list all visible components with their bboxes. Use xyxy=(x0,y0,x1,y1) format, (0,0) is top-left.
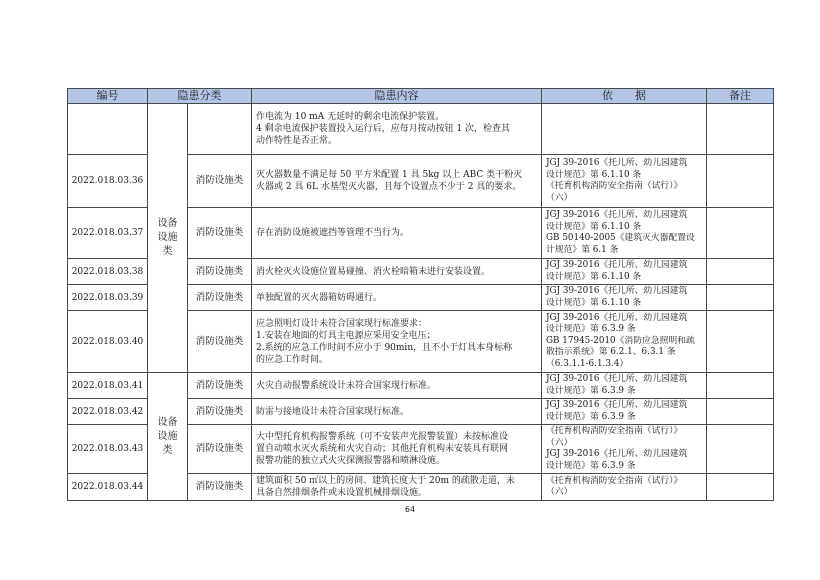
note-cell xyxy=(707,208,774,259)
text-line: 单独配置的灭火器箱妨碍通行。 xyxy=(256,292,383,303)
sub-category: 消防设施类 xyxy=(188,425,252,474)
basis-reference xyxy=(542,104,707,155)
basis-reference xyxy=(542,425,707,474)
text-line: 动作特性是否正常。 xyxy=(256,136,338,146)
category-main: 设备 设施 类 xyxy=(148,104,188,373)
text-line: （6.3.1.1-6.1.3.4） xyxy=(546,358,629,369)
row-id: 2022.018.03.42 xyxy=(68,399,148,425)
text-line: 置自动喷水灭火系统和火灾自动；其他托育机构未安装具有联网 xyxy=(256,444,509,454)
row-id: 2022.018.03.40 xyxy=(68,311,148,373)
row-id: 2022.018.03.39 xyxy=(68,285,148,311)
category-main: 设备 设施 类 xyxy=(148,373,188,501)
text-line: 灭火器数量不满足每 50 平方米配置 1 具 5kg 以上 ABC 类干粉灭 xyxy=(256,170,523,180)
text-line: 设计规范》第 6.3.9 条 xyxy=(546,385,636,396)
text-line: 报警功能的独立式火灾探测报警器和喷淋设施。 xyxy=(256,456,446,466)
basis-reference xyxy=(542,259,707,285)
text-line: 应急照明灯设计未符合国家现行标准要求： xyxy=(256,318,428,329)
text-line: 设计规范》第 6.1.10 条 xyxy=(546,297,642,308)
hazard-table xyxy=(67,88,774,501)
text-line: JGJ 39-2016《托儿所、幼儿园建筑 xyxy=(546,449,688,459)
page-number: 64 xyxy=(404,505,416,514)
sub-category: 消防设施类 xyxy=(188,474,252,501)
note-cell xyxy=(707,104,774,155)
hazard-content xyxy=(252,208,542,259)
text-line: 作电流为 10 mA 无延时的剩余电流保护装置。 xyxy=(256,112,445,122)
text-line: 1.安装在地面的灯具主电源应采用安全电压； xyxy=(256,330,436,341)
text-line: （六） xyxy=(546,192,573,203)
hazard-content xyxy=(252,311,542,373)
header-id: 编号 xyxy=(68,89,148,104)
sub-category: 消防设施类 xyxy=(188,399,252,425)
text-line: JGJ 39-2016《托儿所、幼儿园建筑 xyxy=(546,210,688,220)
hazard-content xyxy=(252,474,542,501)
text-line: JGJ 39-2016《托儿所、幼儿园建筑 xyxy=(546,286,688,296)
text-line: JGJ 39-2016《托儿所、幼儿园建筑 xyxy=(546,312,688,323)
text-line: 防雷与接地设计未符合国家现行标准。 xyxy=(256,406,410,417)
text-line: 火器或 2 具 6L 水基型灭火器，且每个设置点不少于 2 具的要求。 xyxy=(256,182,522,192)
text-line: 具备自然排烟条件或未设置机械排烟设施。 xyxy=(256,488,428,498)
text-line: 火灾自动报警系统设计未符合国家现行标准。 xyxy=(256,380,437,391)
sub-category xyxy=(188,104,252,155)
text-line: 设计规范》第 6.1.10 条 xyxy=(546,169,642,180)
text-line: 计规范》第 6.1 条 xyxy=(546,244,619,255)
basis-reference xyxy=(542,311,707,373)
text-line: 散指示系统》第 6.2.1、6.3.1 条 xyxy=(546,347,676,358)
row-id: 2022.018.03.38 xyxy=(68,259,148,285)
text-line: 的应急工作时间。 xyxy=(256,354,329,365)
sub-category: 消防设施类 xyxy=(188,259,252,285)
text-line: 《托育机构消防安全指南（试行）》 xyxy=(546,181,683,191)
text-line: 设计规范》第 6.1.10 条 xyxy=(546,221,642,232)
basis-reference xyxy=(542,208,707,259)
header-basis: 依 据 xyxy=(542,89,707,104)
note-cell xyxy=(707,425,774,474)
row-id: 2022.018.03.43 xyxy=(68,425,148,474)
row-id xyxy=(68,104,148,155)
text-line: 设计规范》第 6.3.9 条 xyxy=(546,324,636,335)
hazard-content xyxy=(252,425,542,474)
sub-category: 消防设施类 xyxy=(188,208,252,259)
basis-reference xyxy=(542,155,707,208)
row-id: 2022.018.03.41 xyxy=(68,373,148,399)
text-line: JGJ 39-2016《托儿所、幼儿园建筑 xyxy=(546,374,688,384)
text-line: 设计规范》第 6.1.10 条 xyxy=(546,271,642,282)
text-line: JGJ 39-2016《托儿所、幼儿园建筑 xyxy=(546,260,688,270)
text-line: 建筑面积 50 ㎡以上的房间、建筑长度大于 20m 的疏散走道，未 xyxy=(256,476,515,486)
text-line: 4 剩余电流保护装置投入运行后，应每月按动按钮 1 次，检查其 xyxy=(256,124,511,134)
table-row xyxy=(68,104,774,155)
basis-reference xyxy=(542,373,707,399)
text-line: 存在消防设施被遮挡等管理不当行为。 xyxy=(256,228,410,238)
basis-reference xyxy=(542,285,707,311)
text-line: 设计规范》第 6.3.9 条 xyxy=(546,460,636,471)
text-line: 消火栓灭火设施位置易碰撞、消火栓暗箱未进行安装设置。 xyxy=(256,266,491,277)
basis-reference xyxy=(542,399,707,425)
text-line: （六） xyxy=(546,437,573,448)
table-row xyxy=(68,373,774,399)
note-cell xyxy=(707,311,774,373)
row-id: 2022.018.03.37 xyxy=(68,208,148,259)
row-id: 2022.018.03.36 xyxy=(68,155,148,208)
row-id: 2022.018.03.44 xyxy=(68,474,148,501)
note-cell xyxy=(707,155,774,208)
text-line: JGJ 39-2016《托儿所、幼儿园建筑 xyxy=(546,400,688,410)
note-cell xyxy=(707,285,774,311)
sub-category: 消防设施类 xyxy=(188,311,252,373)
sub-category: 消防设施类 xyxy=(188,285,252,311)
hazard-content xyxy=(252,259,542,285)
text-line: 2.系统的应急工作时间不应小于 90min，且不小于灯具本身标称 xyxy=(256,342,513,353)
note-cell xyxy=(707,373,774,399)
hazard-content xyxy=(252,373,542,399)
hazard-content xyxy=(252,285,542,311)
note-cell xyxy=(707,474,774,501)
note-cell xyxy=(707,399,774,425)
basis-reference xyxy=(542,474,707,501)
header-content: 隐患内容 xyxy=(252,89,542,104)
text-line: GB 17945-2010《消防应急照明和疏 xyxy=(546,335,695,346)
table-header-row xyxy=(68,89,774,104)
hazard-content xyxy=(252,104,542,155)
text-line: 设计规范》第 6.3.9 条 xyxy=(546,411,636,422)
text-line: （六） xyxy=(546,487,573,497)
text-line: 《托育机构消防安全指南（试行）》 xyxy=(546,426,683,436)
sub-category: 消防设施类 xyxy=(188,373,252,399)
hazard-content xyxy=(252,399,542,425)
hazard-content xyxy=(252,155,542,208)
text-line: 大中型托育机构报警系统（可不安装声光报警装置）未按标准设 xyxy=(256,432,509,442)
text-line: JGJ 39-2016《托儿所、幼儿园建筑 xyxy=(546,158,688,168)
sub-category: 消防设施类 xyxy=(188,155,252,208)
text-line: 《托育机构消防安全指南（试行）》 xyxy=(546,475,683,486)
header-category: 隐患分类 xyxy=(148,89,252,104)
note-cell xyxy=(707,259,774,285)
text-line: GB 50140-2005《建筑灭火器配置设 xyxy=(546,233,695,243)
header-note: 备注 xyxy=(707,89,774,104)
